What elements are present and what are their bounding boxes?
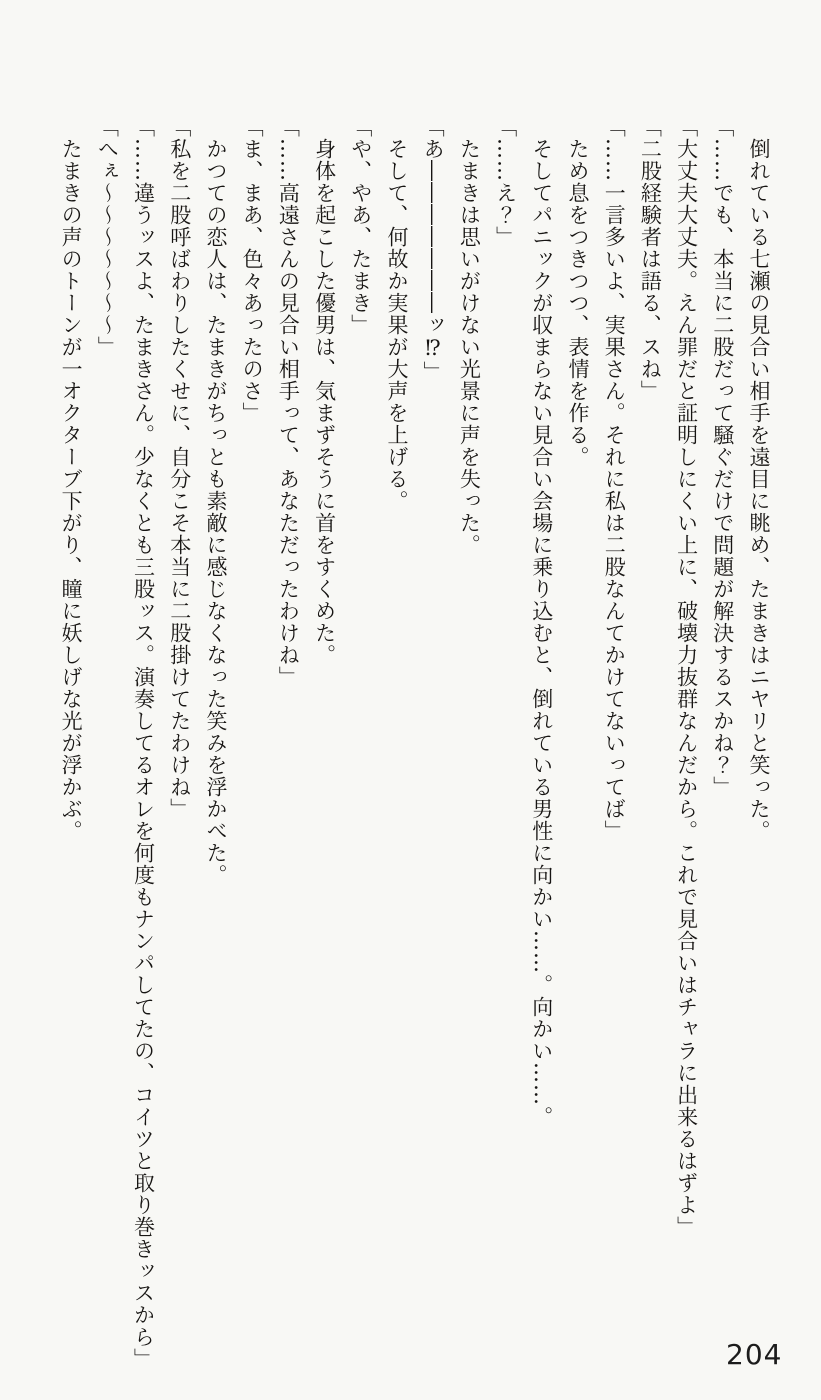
text-line: 「や、やあ、たまき」 [348, 116, 373, 336]
text-line: 「ま、まあ、色々あったのさ」 [240, 116, 265, 424]
page-number: 204 [726, 1338, 783, 1371]
text-line: 「……え？」 [493, 116, 518, 248]
text-line: 「へぇ〜〜〜〜〜〜〜」 [95, 116, 120, 358]
text-line: 「……違うッスよ、たまきさん。少なくとも三股ッス。演奏してるオレを何度もナンパしてたの、コイツと取り巻きッスから」 [131, 116, 156, 1370]
text-line: 「……高遠さんの見合い相手って、あなただったわけね」 [276, 116, 301, 688]
text-line: 「……一言多いよ、実果さん。それに私は二股なんてかけてないってば」 [602, 116, 627, 842]
text-line: 「私を二股呼ばわりしたくせに、自分こそ本当に二股掛けてたわけね」 [167, 116, 192, 820]
text-line: そして、何故か実果が大声を上げる。 [384, 116, 409, 512]
text-line: 「二股経験者は語る、スね」 [638, 116, 663, 402]
text-line: たまきの声のトーンが一オクターブ下がり、瞳に妖しげな光が浮かぶ。 [59, 116, 84, 842]
text-line: 「大丈夫大丈夫。えん罪だと証明しにくい上に、破壊力抜群なんだから。これで見合いはチャラに出来るはずよ」 [674, 116, 699, 1238]
text-line: 「……でも、本当に二股だって騒ぐだけで問題が解決するスかね？」 [710, 116, 735, 798]
text-line: ため息をつきつつ、表情を作る。 [565, 116, 590, 468]
text-line: 「あ―――――――ッ⁉」 [421, 116, 446, 383]
text-line: 倒れている七瀬の見合い相手を遠目に眺め、たまきはニヤリと笑った。 [747, 116, 771, 842]
text-line: そしてパニックが収まらない見合い会場に乗り込むと、倒れている男性に向かい……。向かい……。 [529, 116, 554, 1128]
text-line: かつての恋人は、たまきがちっとも素敵に感じなくなった笑みを浮かべた。 [203, 116, 228, 886]
text-line: たまきは思いがけない光景に声を失った。 [457, 116, 482, 556]
text-line: 身体を起こした優男は、気まずそうに首をすくめた。 [312, 116, 337, 666]
